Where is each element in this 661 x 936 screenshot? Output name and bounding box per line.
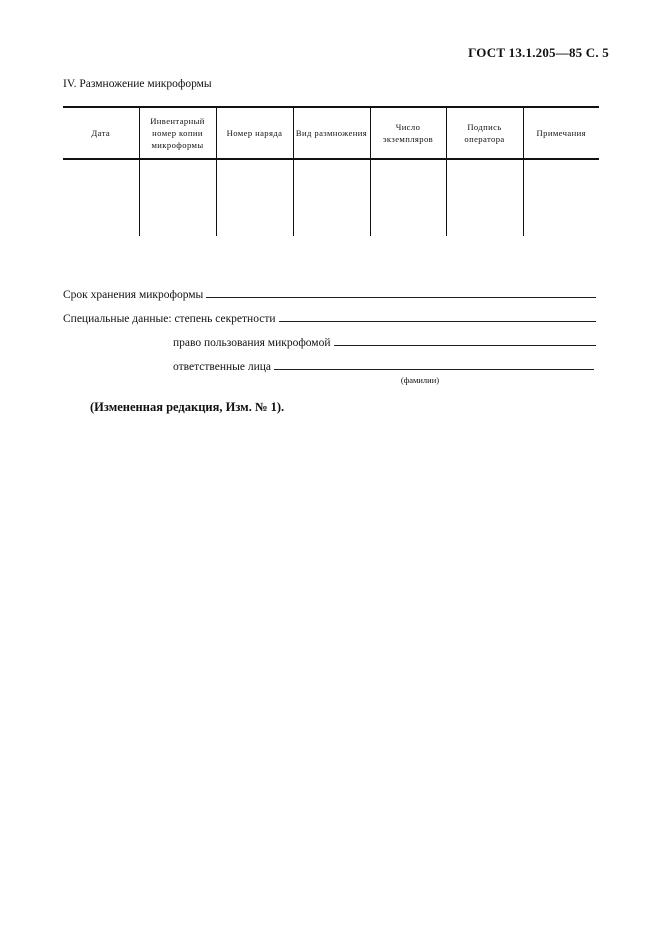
table-cell bbox=[216, 159, 293, 236]
table-cell bbox=[370, 159, 446, 236]
table-cell bbox=[139, 159, 216, 236]
secrecy-field bbox=[63, 313, 596, 325]
table-row bbox=[63, 159, 599, 236]
storage-term-label: Срок хранения микроформы bbox=[63, 289, 204, 301]
column-header-notes: Примечания bbox=[523, 107, 599, 159]
page-header: ГОСТ 13.1.205—85 С. 5 bbox=[468, 45, 609, 60]
secrecy-label: Специальные данные: степень секретности bbox=[63, 313, 276, 325]
column-header-reproduction-type: Вид размножения bbox=[293, 107, 370, 159]
surnames-caption: (фамилии) bbox=[400, 375, 440, 385]
usage-right-label: право пользования микрофомой bbox=[173, 337, 331, 349]
responsible-field bbox=[173, 361, 594, 373]
table-cell bbox=[446, 159, 523, 236]
responsible-blank-line bbox=[274, 361, 594, 370]
table-cell bbox=[293, 159, 370, 236]
secrecy-blank-line bbox=[279, 313, 596, 322]
storage-term-field bbox=[63, 289, 596, 301]
storage-term-blank-line bbox=[206, 289, 596, 298]
column-header-copies-count: Число экземпляров bbox=[370, 107, 446, 159]
usage-right-field bbox=[173, 337, 596, 349]
amendment-note: (Измененная редакция, Изм. № 1). bbox=[90, 400, 285, 414]
table-cell bbox=[523, 159, 599, 236]
responsible-label: ответственные лица bbox=[173, 361, 272, 373]
table-header-row bbox=[63, 107, 599, 159]
column-header-operator-signature: Подпись оператора bbox=[446, 107, 523, 159]
section-title: IV. Размножение микроформы bbox=[63, 78, 212, 90]
reproduction-table bbox=[63, 106, 599, 236]
column-header-inventory-number: Инвентарный номер копии микроформы bbox=[139, 107, 216, 159]
column-header-order-number: Номер наряда bbox=[216, 107, 293, 159]
table-cell bbox=[63, 159, 139, 236]
column-header-date: Дата bbox=[63, 107, 139, 159]
usage-right-blank-line bbox=[334, 337, 597, 346]
